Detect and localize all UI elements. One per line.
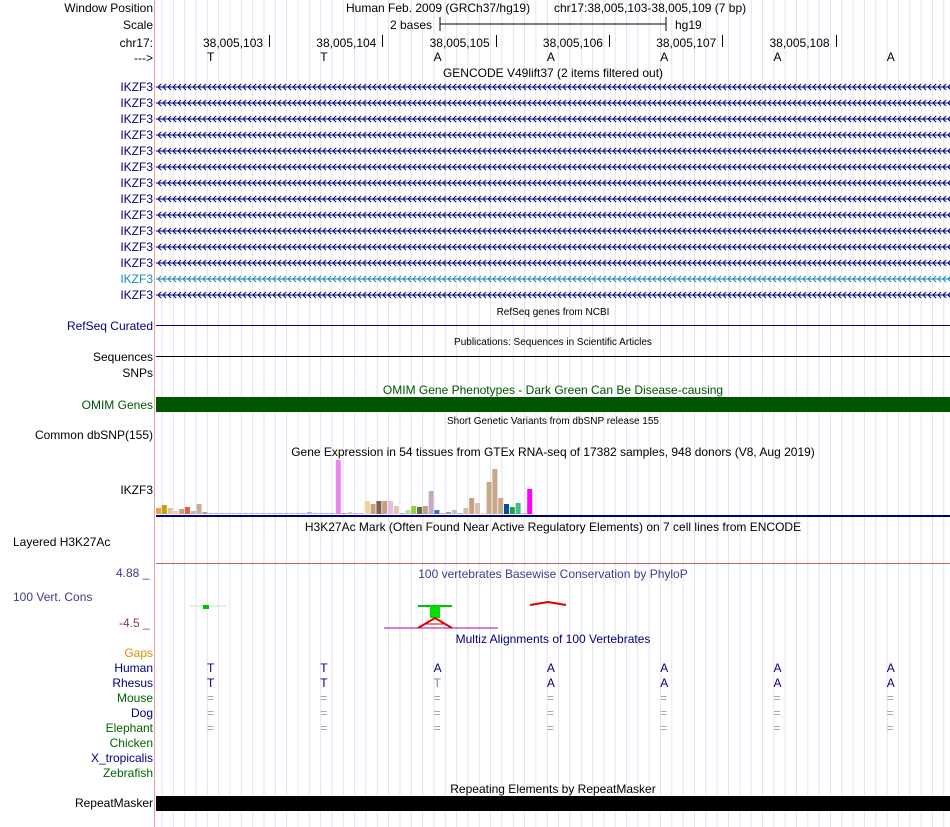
gencode-transcript-line[interactable] [156, 132, 950, 138]
gtex-tissue-bar[interactable] [347, 512, 352, 514]
multiz-species-label[interactable]: Zebrafish [102, 766, 153, 780]
multiz-base: A [773, 676, 782, 690]
ruler-base: A [886, 50, 895, 64]
ruler-base: A [433, 50, 442, 64]
gtex-tissue-bar[interactable] [202, 512, 207, 514]
gtex-tissue-bar[interactable] [330, 513, 335, 514]
gtex-tissue-bar[interactable] [527, 489, 532, 514]
gtex-tissue-bar[interactable] [481, 513, 486, 514]
gtex-tissue-bar[interactable] [469, 498, 474, 514]
multiz-base: A [660, 676, 669, 690]
gtex-tissue-bar[interactable] [208, 513, 213, 514]
gtex-tissue-bar[interactable] [179, 509, 184, 514]
gtex-tissue-bar[interactable] [434, 510, 439, 514]
multiz-base: = [546, 721, 554, 735]
gencode-transcript-label[interactable]: IKZF3 [120, 256, 153, 270]
gtex-tissue-bar[interactable] [365, 501, 370, 514]
gtex-tissue-bar[interactable] [295, 513, 300, 514]
gtex-tissue-bar[interactable] [318, 513, 323, 514]
multiz-base: T [320, 676, 328, 690]
ruler-base: T [207, 50, 215, 64]
dbsnp-label[interactable]: Common dbSNP(155) [34, 428, 153, 442]
multiz-base: = [886, 706, 894, 720]
gtex-tissue-bar[interactable] [284, 513, 289, 514]
gtex-tissue-bar[interactable] [272, 513, 277, 514]
gtex-tissue-bar[interactable] [231, 513, 236, 514]
gtex-tissue-bar[interactable] [260, 513, 265, 514]
ruler-coord: 38,005,105 [429, 36, 490, 50]
gencode-transcript-label[interactable]: IKZF3 [120, 224, 153, 238]
multiz-base: = [320, 706, 328, 720]
gtex-tissue-bar[interactable] [289, 513, 294, 514]
multiz-base: = [660, 721, 668, 735]
refseq-line[interactable] [156, 325, 950, 326]
gencode-transcript-line[interactable] [156, 244, 950, 250]
ruler-base: A [773, 50, 782, 64]
multiz-base: A [886, 661, 895, 675]
gtex-track-title: Gene Expression in 54 tissues from GTEx RNA-seq of 17382 samples, 948 donors (V8, Aug 2019) [291, 445, 815, 459]
multiz-species-label[interactable]: Human [114, 661, 153, 675]
gtex-bar-chart[interactable] [156, 460, 950, 518]
omim-label[interactable]: OMIM Genes [81, 398, 153, 412]
multiz-base: = [320, 691, 328, 705]
gtex-tissue-bar[interactable] [388, 501, 393, 514]
window-position: chr17:38,005,103-38,005,109 (7 bp) [554, 1, 747, 15]
gtex-tissue-bar[interactable] [162, 505, 167, 514]
h3k27ac-label[interactable]: Layered H3K27Ac [13, 535, 111, 549]
gencode-transcript-line[interactable] [156, 276, 950, 282]
ruler-base: A [546, 50, 555, 64]
phylop-label[interactable]: 100 Vert. Cons [13, 590, 93, 604]
multiz-base: = [433, 691, 441, 705]
scale-text: 2 bases [390, 18, 433, 32]
assembly-name: Human Feb. 2009 (GRCh37/hg19) [346, 1, 531, 15]
ruler-coord: 38,005,108 [769, 36, 830, 50]
repeatmasker-bar[interactable] [156, 796, 950, 811]
gtex-tissue-bar[interactable] [226, 513, 231, 514]
ruler-tick [382, 35, 383, 47]
gtex-tissue-bar[interactable] [342, 513, 347, 514]
ruler-coord: 38,005,103 [203, 36, 264, 50]
publications-track-title: Publications: Sequences in Scientific Articles [454, 337, 652, 348]
gencode-transcript-line[interactable] [156, 292, 950, 298]
multiz-base: = [773, 706, 781, 720]
gtex-tissue-bar[interactable] [266, 513, 271, 514]
gtex-tissue-bar[interactable] [382, 501, 387, 514]
ruler-tick [722, 35, 723, 47]
omim-track-title: OMIM Gene Phenotypes - Dark Green Can Be Disease-causing [382, 383, 724, 397]
gtex-tissue-bar[interactable] [516, 503, 521, 514]
gencode-transcript-label[interactable]: IKZF3 [120, 112, 153, 126]
gtex-tissue-bar[interactable] [185, 507, 190, 514]
gtex-tissue-bar[interactable] [498, 498, 503, 514]
gtex-tissue-bar[interactable] [405, 510, 410, 514]
chrom-label: chr17: [119, 36, 153, 50]
ruler-tick [609, 35, 610, 47]
gtex-tissue-bar[interactable] [191, 511, 196, 514]
gencode-transcript-line[interactable] [156, 164, 950, 170]
multiz-base: T [433, 676, 441, 690]
gencode-transcript-label[interactable]: IKZF3 [120, 208, 153, 222]
strand-label: ---> [134, 51, 153, 65]
sequences-label[interactable]: Sequences [92, 350, 153, 364]
snps-label[interactable]: SNPs [122, 366, 153, 380]
gtex-tissue-bar[interactable] [156, 508, 161, 514]
gtex-tissue-bar[interactable] [400, 513, 405, 514]
gtex-tissue-bar[interactable] [376, 501, 381, 514]
multiz-base: T [207, 676, 215, 690]
multiz-base: = [546, 706, 554, 720]
gtex-tissue-bar[interactable] [359, 513, 364, 514]
gtex-tissue-bar[interactable] [411, 506, 416, 514]
gtex-tissue-bar[interactable] [173, 511, 178, 514]
refseq-label[interactable]: RefSeq Curated [66, 319, 153, 333]
multiz-base: = [773, 721, 781, 735]
gencode-transcript-label[interactable]: IKZF3 [120, 240, 153, 254]
gtex-tissue-bar[interactable] [255, 513, 260, 514]
ruler-base: T [320, 50, 328, 64]
gencode-transcript-line[interactable] [156, 212, 950, 218]
multiz-base: A [433, 661, 442, 675]
ruler-tick [836, 35, 837, 47]
omim-feature-bar[interactable] [156, 397, 950, 412]
multiz-base: = [207, 691, 215, 705]
multiz-base: = [660, 706, 668, 720]
gtex-tissue-bar[interactable] [504, 504, 509, 514]
gencode-transcript-label[interactable]: IKZF3 [120, 80, 153, 94]
gtex-tissue-bar[interactable] [417, 507, 422, 514]
gtex-tissue-bar[interactable] [394, 506, 399, 514]
gencode-transcript-label[interactable]: IKZF3 [120, 192, 153, 206]
multiz-base: = [886, 721, 894, 735]
multiz-species-label[interactable]: Mouse [116, 691, 153, 705]
multiz-base: = [886, 691, 894, 705]
multiz-base: = [660, 691, 668, 705]
gencode-transcript-label[interactable]: IKZF3 [120, 288, 153, 302]
ruler-base: A [660, 50, 669, 64]
gtex-tissue-bar[interactable] [440, 513, 445, 514]
gtex-tissue-bar[interactable] [371, 504, 376, 514]
gencode-transcript-line[interactable] [156, 116, 950, 122]
multiz-species-label[interactable]: X_tropicalis [90, 751, 153, 765]
multiz-species-label[interactable]: Chicken [109, 736, 153, 750]
scale-bar [438, 16, 670, 32]
gtex-tissue-bar[interactable] [353, 513, 358, 514]
gtex-tissue-bar[interactable] [220, 513, 225, 514]
gencode-transcript-line[interactable] [156, 180, 950, 186]
ruler-coord: 38,005,107 [656, 36, 717, 50]
gtex-tissue-bar[interactable] [475, 503, 480, 514]
gtex-tissue-bar[interactable] [463, 508, 468, 514]
gtex-tissue-bar[interactable] [278, 513, 283, 514]
multiz-base: T [207, 661, 215, 675]
multiz-base: = [433, 706, 441, 720]
ruler-tick [269, 35, 270, 47]
gencode-transcript-line[interactable] [156, 228, 950, 234]
multiz-base: A [660, 661, 669, 675]
h3k27ac-baseline [156, 563, 950, 564]
gencode-transcript-label[interactable]: IKZF3 [120, 96, 153, 110]
multiz-species-label[interactable]: Rhesus [112, 676, 153, 690]
dbsnp-track-title: Short Genetic Variants from dbSNP release 155 [447, 416, 659, 427]
multiz-base: A [773, 661, 782, 675]
multiz-base: = [433, 721, 441, 735]
multiz-base: = [773, 691, 781, 705]
multiz-base: A [546, 676, 555, 690]
phylop-ymin: -4.5 _ [119, 616, 150, 630]
gencode-transcript-line[interactable] [156, 84, 950, 90]
gtex-tissue-bar[interactable] [452, 510, 457, 514]
gtex-tissue-bar[interactable] [336, 460, 341, 514]
repeatmasker-label[interactable]: RepeatMasker [74, 796, 153, 810]
multiz-species-label[interactable]: Elephant [105, 721, 153, 735]
gtex-tissue-bar[interactable] [243, 513, 248, 514]
phylop-graph[interactable] [156, 596, 950, 632]
ruler-coord: 38,005,104 [316, 36, 377, 50]
phylop-ymax: 4.88 _ [116, 566, 150, 580]
gencode-transcript-label[interactable]: IKZF3 [120, 144, 153, 158]
gencode-transcript-label[interactable]: IKZF3 [120, 160, 153, 174]
gtex-tissue-bar[interactable] [214, 513, 219, 514]
refseq-track-title: RefSeq genes from NCBI [496, 307, 610, 318]
multiz-base: = [546, 691, 554, 705]
gtex-tissue-bar[interactable] [301, 513, 306, 514]
multiz-base: A [546, 661, 555, 675]
gtex-label[interactable]: IKZF3 [120, 483, 153, 497]
gtex-tissue-bar[interactable] [168, 508, 173, 514]
gtex-tissue-bar[interactable] [429, 491, 434, 514]
gtex-tissue-bar[interactable] [521, 513, 526, 514]
gencode-transcript-line[interactable] [156, 148, 950, 154]
gencode-transcript-line[interactable] [156, 260, 950, 266]
sequences-line[interactable] [156, 356, 950, 357]
gtex-tissue-bar[interactable] [510, 507, 515, 514]
gtex-tissue-bar[interactable] [307, 512, 312, 514]
ruler-tick [496, 35, 497, 47]
gencode-transcript-line[interactable] [156, 196, 950, 202]
label-column-divider [154, 0, 155, 827]
h3k27ac-track-title: H3K27Ac Mark (Often Found Near Active Regulatory Elements) on 7 cell lines from ENCODE [304, 520, 802, 534]
gtex-tissue-bar[interactable] [446, 512, 451, 514]
gencode-transcript-line[interactable] [156, 100, 950, 106]
gtex-tissue-bar[interactable] [197, 504, 202, 514]
ruler-coord: 38,005,106 [542, 36, 603, 50]
multiz-species-label[interactable]: Dog [130, 706, 153, 720]
gtex-tissue-bar[interactable] [458, 513, 463, 514]
gtex-tissue-bar[interactable] [249, 513, 254, 514]
gtex-tissue-bar[interactable] [423, 506, 428, 514]
gencode-transcript-label[interactable]: IKZF3 [120, 272, 153, 286]
multiz-base: = [207, 721, 215, 735]
repeatmasker-track-title: Repeating Elements by RepeatMasker [450, 782, 656, 796]
window-position-label: Window Position [64, 1, 153, 15]
gtex-tissue-bar[interactable] [324, 513, 329, 514]
multiz-base: A [886, 676, 895, 690]
gencode-track-title: GENCODE V49lift37 (2 items filtered out) [442, 66, 664, 80]
gtex-tissue-bar[interactable] [313, 513, 318, 514]
gencode-transcript-label[interactable]: IKZF3 [120, 176, 153, 190]
gaps-label[interactable]: Gaps [124, 646, 153, 660]
multiz-base: = [320, 721, 328, 735]
gencode-transcripts[interactable] [156, 80, 950, 304]
scale-label: Scale [122, 18, 153, 32]
multiz-base: = [207, 706, 215, 720]
gencode-transcript-label[interactable]: IKZF3 [120, 128, 153, 142]
phylop-track-title: 100 vertebrates Basewise Conservation by PhyloP [418, 567, 688, 581]
multiz-track-title: Multiz Alignments of 100 Vertebrates [455, 632, 651, 646]
gtex-tissue-bar[interactable] [487, 482, 492, 514]
multiz-base: T [320, 661, 328, 675]
gtex-tissue-bar[interactable] [237, 513, 242, 514]
db-name: hg19 [675, 18, 702, 32]
gtex-tissue-bar[interactable] [492, 469, 497, 514]
